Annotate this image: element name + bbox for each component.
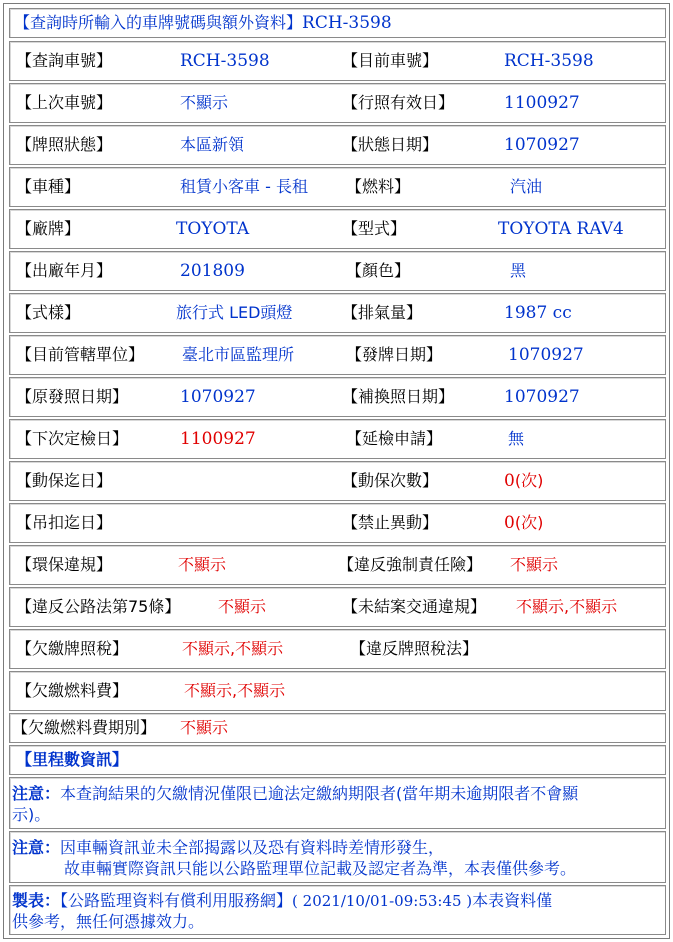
label-vehicle-type: 【車種】 — [16, 177, 81, 196]
footer-row — [9, 885, 666, 935]
note-disclaimer-line1 — [12, 837, 444, 858]
label-lien-end-date: 【動保迄日】 — [16, 471, 113, 490]
label-inspection-extension: 【延檢申請】 — [346, 429, 443, 448]
note-disclaimer-text1: 因車輛資訊並未全部揭露以及恐有資料時差情形發生， — [60, 838, 445, 857]
field-row-brand — [9, 209, 666, 249]
footer-line1 — [12, 890, 552, 912]
value-color: 黑 — [510, 261, 527, 280]
field-row-original-license-date — [9, 377, 666, 417]
field-row-jurisdiction — [9, 335, 666, 375]
mileage-section-title: 【里程數資訊】 — [16, 750, 129, 769]
value-license-valid-date: 1100927 — [504, 93, 580, 113]
label-status-date: 【狀態日期】 — [342, 135, 439, 154]
header-title-text: 【查詢時所輸入的車牌號碼與額外資料】 — [14, 13, 303, 32]
footer-source: 【公路監理資料有償利用服務網】 — [60, 891, 293, 910]
mileage-section-row — [9, 745, 666, 775]
label-reissue-date: 【補換照日期】 — [342, 387, 455, 406]
field-row-unpaid-fuel-fee — [9, 671, 666, 711]
field-row-vehicle-type — [9, 167, 666, 207]
label-manufacture-date: 【出廠年月】 — [16, 261, 113, 280]
field-row-last-plate — [9, 83, 666, 123]
value-inspection-extension: 無 — [508, 429, 525, 448]
value-manufacture-date: 201809 — [180, 261, 245, 281]
value-highway-act-violation: 不顯示 — [218, 597, 267, 616]
label-plate-status: 【牌照狀態】 — [16, 135, 113, 154]
label-license-valid-date: 【行照有效日】 — [342, 93, 455, 112]
label-current-plate: 【目前車號】 — [342, 51, 439, 70]
value-lien-count-number: 0 — [504, 471, 515, 491]
label-brand: 【廠牌】 — [16, 219, 81, 238]
field-row-unpaid-license-tax — [9, 629, 666, 669]
label-body-style: 【式樣】 — [16, 303, 81, 322]
value-brand: TOYOTA — [176, 219, 250, 239]
value-lien-count-unit: (次) — [514, 471, 544, 490]
footer-label: 製表： — [12, 891, 61, 910]
value-query-plate: RCH-3598 — [180, 51, 270, 71]
label-plate-issue-date: 【發牌日期】 — [346, 345, 443, 364]
label-jurisdiction: 【目前管轄單位】 — [16, 345, 145, 364]
footer-text1: 本表資料僅 — [472, 891, 553, 910]
header-title — [14, 13, 392, 33]
field-row-plate-status — [9, 125, 666, 165]
value-status-date: 1070927 — [504, 135, 580, 155]
note-overdue-text2: 示)。 — [12, 805, 51, 824]
label-unpaid-fuel-fee-period: 【欠繳燃料費期別】 — [12, 718, 157, 737]
value-body-style: 旅行式 LED頭燈 — [176, 303, 293, 322]
field-row-env-violation — [9, 545, 666, 585]
note-overdue-label: 注意： — [12, 784, 61, 803]
value-lien-count — [504, 471, 543, 491]
value-model: TOYOTA RAV4 — [498, 219, 624, 239]
value-current-plate: RCH-3598 — [504, 51, 594, 71]
label-env-violation: 【環保違規】 — [16, 555, 113, 574]
field-row-query-plate — [9, 41, 666, 81]
value-plate-status: 本區新領 — [180, 135, 245, 154]
label-query-plate: 【查詢車號】 — [16, 51, 113, 70]
vehicle-info-sheet — [3, 3, 670, 939]
value-vehicle-type: 租賃小客車 - 長租 — [180, 177, 308, 196]
value-unpaid-fuel-fee: 不顯示,不顯示 — [184, 681, 286, 700]
label-unpaid-fuel-fee: 【欠繳燃料費】 — [16, 681, 129, 700]
value-transfer-ban — [504, 513, 543, 533]
header-plate: RCH-3598 — [302, 13, 392, 33]
note-row-disclaimer — [9, 831, 666, 883]
label-suspension-end-date: 【吊扣迄日】 — [16, 513, 113, 532]
label-model: 【型式】 — [342, 219, 407, 238]
value-insurance-violation: 不顯示 — [510, 555, 559, 574]
value-env-violation: 不顯示 — [178, 555, 227, 574]
value-displacement: 1987 cc — [504, 303, 572, 323]
header-row — [9, 8, 666, 38]
footer-text2: 供參考，無任何憑據效力。 — [12, 912, 205, 931]
value-open-traffic-violation: 不顯示,不顯示 — [516, 597, 618, 616]
value-fuel: 汽油 — [510, 177, 543, 196]
value-transfer-ban-number: 0 — [504, 513, 515, 533]
field-row-lien-end-date — [9, 461, 666, 501]
label-color: 【顏色】 — [346, 261, 411, 280]
footer-timestamp: ( 2021/10/01-09:53:45 ) — [292, 892, 473, 910]
label-last-plate: 【上次車號】 — [16, 93, 113, 112]
value-plate-issue-date: 1070927 — [508, 345, 584, 365]
label-highway-act-violation: 【違反公路法第75條】 — [16, 597, 181, 616]
field-row-suspension-end-date — [9, 503, 666, 543]
note-overdue-line1 — [12, 783, 578, 804]
value-last-plate: 不顯示 — [180, 93, 229, 112]
label-unpaid-license-tax: 【欠繳牌照稅】 — [16, 639, 129, 658]
value-original-license-date: 1070927 — [180, 387, 256, 407]
note-row-overdue — [9, 777, 666, 829]
label-displacement: 【排氣量】 — [342, 303, 423, 322]
label-next-inspection: 【下次定檢日】 — [16, 429, 129, 448]
value-transfer-ban-unit: (次) — [514, 513, 544, 532]
value-unpaid-license-tax: 不顯示,不顯示 — [182, 639, 284, 658]
field-row-highway-act-violation — [9, 587, 666, 627]
value-jurisdiction: 臺北市區監理所 — [182, 345, 295, 364]
value-reissue-date: 1070927 — [504, 387, 580, 407]
field-row-next-inspection — [9, 419, 666, 459]
label-original-license-date: 【原發照日期】 — [16, 387, 129, 406]
label-lien-count: 【動保次數】 — [342, 471, 439, 490]
field-row-manufacture-date — [9, 251, 666, 291]
label-license-tax-violation: 【違反牌照稅法】 — [350, 639, 479, 658]
note-disclaimer-label: 注意： — [12, 838, 61, 857]
value-unpaid-fuel-fee-period: 不顯示 — [180, 718, 229, 737]
label-insurance-violation: 【違反強制責任險】 — [338, 555, 483, 574]
note-overdue-text1: 本查詢結果的欠繳情況僅限已逾法定繳納期限者(當年期未逾期限者不會顯 — [60, 784, 579, 803]
label-fuel: 【燃料】 — [346, 177, 411, 196]
field-row-unpaid-fuel-fee-period — [9, 713, 666, 743]
label-open-traffic-violation: 【未結案交通違規】 — [342, 597, 487, 616]
field-row-body-style — [9, 293, 666, 333]
value-next-inspection: 1100927 — [180, 429, 256, 449]
label-transfer-ban: 【禁止異動】 — [342, 513, 439, 532]
note-disclaimer-text2: 故車輛實際資訊只能以公路監理單位記載及認定者為準，本表僅供參考。 — [64, 859, 577, 878]
